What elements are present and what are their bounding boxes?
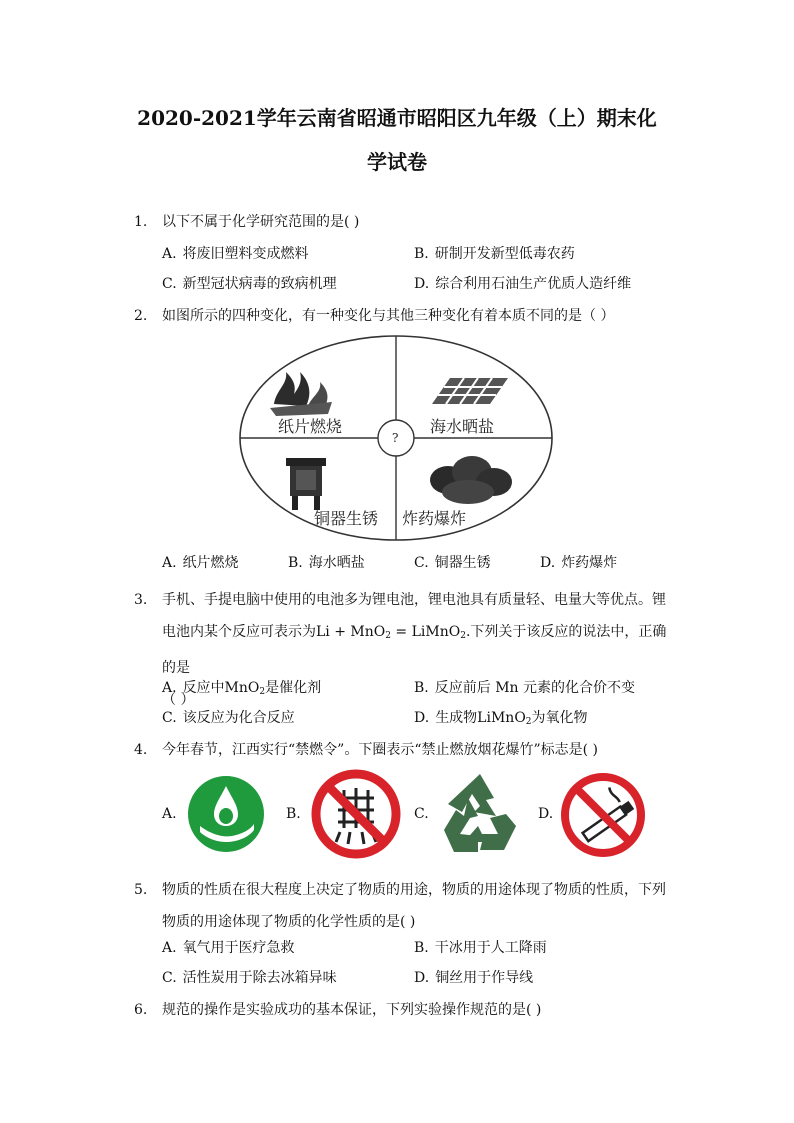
no-fireworks-icon[interactable] bbox=[310, 768, 402, 860]
center-question-mark: ? bbox=[392, 431, 399, 445]
option-d[interactable]: D. 综合利用石油生产优质人造纤维 bbox=[414, 276, 632, 292]
option-c-label[interactable]: C. bbox=[414, 806, 429, 822]
option-c[interactable]: C. 该反应为化合反应 bbox=[162, 710, 295, 726]
option-d[interactable]: D. 生成物LiMnO$_2$为氧化物 bbox=[414, 710, 588, 727]
option-a[interactable]: A. 氧气用于医疗急救 bbox=[162, 940, 295, 956]
question-number: 5. bbox=[134, 882, 148, 898]
option-a[interactable]: A. 纸片燃烧 bbox=[162, 555, 239, 571]
question-5 bbox=[134, 874, 674, 938]
option-b[interactable]: B. 干冰用于人工降雨 bbox=[414, 940, 547, 956]
question-stem: 规范的操作是实验成功的基本保证，下列实验操作规范的是( ) bbox=[162, 1002, 542, 1018]
option-b[interactable]: B. 研制开发新型低毒农药 bbox=[414, 246, 575, 262]
question-stem: 如图所示的四种变化，有一种变化与其他三种变化有着本质不同的是（ ） bbox=[162, 308, 615, 324]
question-stem: 以下不属于化学研究范围的是( ) bbox=[162, 214, 360, 230]
option-c[interactable]: C. 铜器生锈 bbox=[414, 555, 491, 571]
option-d[interactable]: D. 炸药爆炸 bbox=[540, 555, 618, 571]
question-number: 3. bbox=[134, 592, 148, 608]
question-stem: 手机、手提电脑中使用的电池多为锂电池，锂电池具有质量轻、电量大等优点。锂 电池内某个反应可表示为Li + MnO$_2$ = LiMnO$_2$.下列关于该反应的说法中，正确的是 （ ） bbox=[162, 592, 667, 708]
question-number: 1. bbox=[134, 214, 148, 230]
question-6 bbox=[134, 1000, 674, 1020]
option-c[interactable]: C. 活性炭用于除去冰箱异味 bbox=[162, 970, 337, 986]
title-line-2: 学试卷 bbox=[367, 150, 427, 174]
question-number: 2. bbox=[134, 308, 148, 324]
question-number: 6. bbox=[134, 1002, 148, 1018]
option-b-label[interactable]: B. bbox=[286, 806, 301, 822]
question-stem: 物质的性质在很大程度上决定了物质的用途，物质的用途体现了物质的性质，下列 物质的用途体现了物质的化学性质的是( ) bbox=[162, 882, 666, 930]
label-sea-salt: 海水晒盐 bbox=[430, 417, 495, 436]
page-title bbox=[100, 96, 694, 184]
four-changes-figure bbox=[236, 332, 556, 544]
recycle-icon[interactable] bbox=[434, 770, 526, 860]
no-smoking-icon[interactable] bbox=[560, 772, 646, 858]
option-a-label[interactable]: A. bbox=[162, 806, 177, 822]
question-number: 4. bbox=[134, 742, 148, 758]
question-2 bbox=[134, 306, 674, 326]
label-explosive: 炸药爆炸 bbox=[402, 509, 467, 528]
label-paper-burning: 纸片燃烧 bbox=[278, 417, 343, 436]
question-stem: 今年春节，江西实行“禁燃令”。下圈表示“禁止燃放烟花爆竹”标志是( ) bbox=[162, 742, 599, 758]
question-4 bbox=[134, 740, 674, 760]
option-b[interactable]: B. 反应前后 Mn 元素的化合价不变 bbox=[414, 680, 636, 696]
option-a[interactable]: A. 将废旧塑料变成燃料 bbox=[162, 246, 309, 262]
title-line-1: 2020-2021学年云南省昭通市昭阳区九年级（上）期末化 bbox=[137, 106, 657, 130]
label-copper-rust: 铜器生锈 bbox=[314, 509, 379, 528]
question-1 bbox=[134, 212, 674, 232]
option-d[interactable]: D. 铜丝用于作导线 bbox=[414, 970, 534, 986]
option-c[interactable]: C. 新型冠状病毒的致病机理 bbox=[162, 276, 337, 292]
water-saving-icon[interactable] bbox=[186, 774, 266, 854]
option-b[interactable]: B. 海水晒盐 bbox=[288, 555, 365, 571]
option-d-label[interactable]: D. bbox=[538, 806, 554, 822]
option-a[interactable]: A. 反应中MnO$_2$是催化剂 bbox=[162, 680, 322, 697]
